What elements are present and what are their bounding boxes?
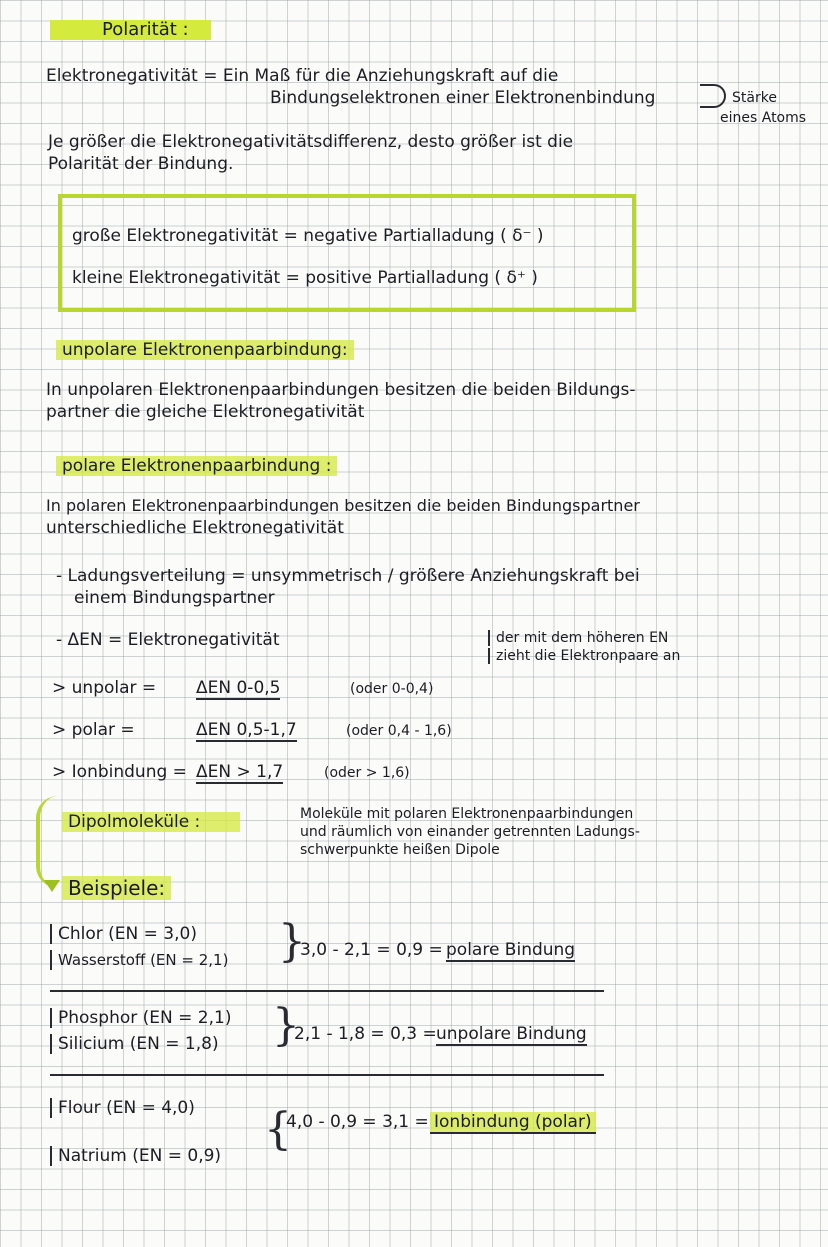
polar-line-1: In polaren Elektronenpaarbindungen besitzen die beiden Bindungspartner bbox=[46, 496, 640, 515]
ladung-line-2: einem Bindungspartner bbox=[74, 588, 275, 608]
dipol-line-3: schwerpunkte heißen Dipole bbox=[300, 842, 500, 858]
ex3-calc: 4,0 - 0,9 = 3,1 = bbox=[286, 1112, 429, 1132]
dipol-line-2: und räumlich von einander getrennten Ladungs- bbox=[300, 824, 640, 840]
delta-en-note-1: der mit dem höheren EN bbox=[488, 630, 668, 646]
definition-line-2: Bindungselektronen einer Elektronenbindung bbox=[270, 88, 656, 108]
heading-beispiele: Beispiele: bbox=[62, 876, 171, 900]
unpolar-line-2: partner die gleiche Elektronegativität bbox=[46, 402, 365, 422]
ex3-result: Ionbindung (polar) bbox=[430, 1112, 596, 1134]
ex1-brace-icon: } bbox=[278, 916, 306, 967]
ex2-divider bbox=[50, 1074, 604, 1076]
range-ion-alt: (oder > 1,6) bbox=[324, 765, 410, 781]
heading-polaritaet: Polarität : bbox=[50, 20, 211, 40]
ex2-element-a: Phosphor (EN = 2,1) bbox=[50, 1008, 231, 1028]
delta-en-label: - ΔEN = Elektronegativität bbox=[56, 630, 280, 650]
dipol-line-1: Moleküle mit polaren Elektronenpaarbindungen bbox=[300, 806, 634, 822]
range-polar-label: > polar = bbox=[52, 720, 135, 740]
unpolar-line-1: In unpolaren Elektronenpaarbindungen besitzen die beiden Bildungs- bbox=[46, 380, 636, 400]
range-polar-alt: (oder 0,4 - 1,6) bbox=[346, 723, 452, 739]
ex1-calc: 3,0 - 2,1 = 0,9 = bbox=[300, 940, 443, 960]
range-unpolar-value: ΔEN 0-0,5 bbox=[196, 678, 281, 698]
rule-line-1: Je größer die Elektronegativitätsdifferenz, desto größer ist die bbox=[48, 132, 574, 152]
heading-polar: polare Elektronenpaarbindung : bbox=[56, 456, 337, 476]
range-unpolar-alt: (oder 0-0,4) bbox=[350, 681, 434, 697]
range-polar-value: ΔEN 0,5-1,7 bbox=[196, 720, 297, 740]
range-ion-label: > Ionbindung = bbox=[52, 762, 187, 782]
heading-unpolar: unpolare Elektronenpaarbindung: bbox=[56, 340, 354, 360]
green-bracket bbox=[36, 796, 66, 888]
ex1-element-b: Wasserstoff (EN = 2,1) bbox=[50, 950, 228, 970]
delta-en-note-2: zieht die Elektronpaare an bbox=[488, 648, 680, 664]
ladung-line-1: - Ladungsverteilung = unsymmetrisch / größere Anziehungskraft bei bbox=[56, 566, 640, 586]
side-note-line-1: Stärke bbox=[732, 90, 777, 106]
summary-box bbox=[58, 194, 636, 312]
box-line-1: große Elektronegativität = negative Partialladung ( δ⁻ ) bbox=[72, 226, 544, 246]
definition-line-1: Elektronegativität = Ein Maß für die Anziehungskraft auf die bbox=[46, 66, 559, 86]
ex1-divider bbox=[50, 990, 604, 992]
curved-arrow-icon bbox=[700, 84, 726, 108]
ex3-element-b: Natrium (EN = 0,9) bbox=[50, 1146, 221, 1166]
side-note-line-2: eines Atoms bbox=[720, 110, 807, 126]
ex3-brace-icon: { bbox=[264, 1104, 292, 1155]
rule-line-2: Polarität der Bindung. bbox=[48, 154, 234, 174]
polar-line-2: unterschiedliche Elektronegativität bbox=[46, 518, 344, 538]
arrow-down-icon bbox=[44, 880, 60, 892]
range-ion-value: ΔEN > 1,7 bbox=[196, 762, 284, 782]
ex2-element-b: Silicium (EN = 1,8) bbox=[50, 1034, 219, 1054]
ex2-result: unpolare Bindung bbox=[436, 1024, 587, 1044]
ex2-brace-icon: } bbox=[272, 1000, 300, 1051]
ex1-element-a: Chlor (EN = 3,0) bbox=[50, 924, 197, 944]
ex3-element-a: Flour (EN = 4,0) bbox=[50, 1098, 195, 1118]
range-unpolar-label: > unpolar = bbox=[52, 678, 157, 698]
box-line-2: kleine Elektronegativität = positive Partialladung ( δ⁺ ) bbox=[72, 268, 538, 288]
ex1-result: polare Bindung bbox=[446, 940, 576, 960]
heading-dipol: Dipolmoleküle : bbox=[62, 812, 240, 832]
ex2-calc: 2,1 - 1,8 = 0,3 = bbox=[294, 1024, 437, 1044]
